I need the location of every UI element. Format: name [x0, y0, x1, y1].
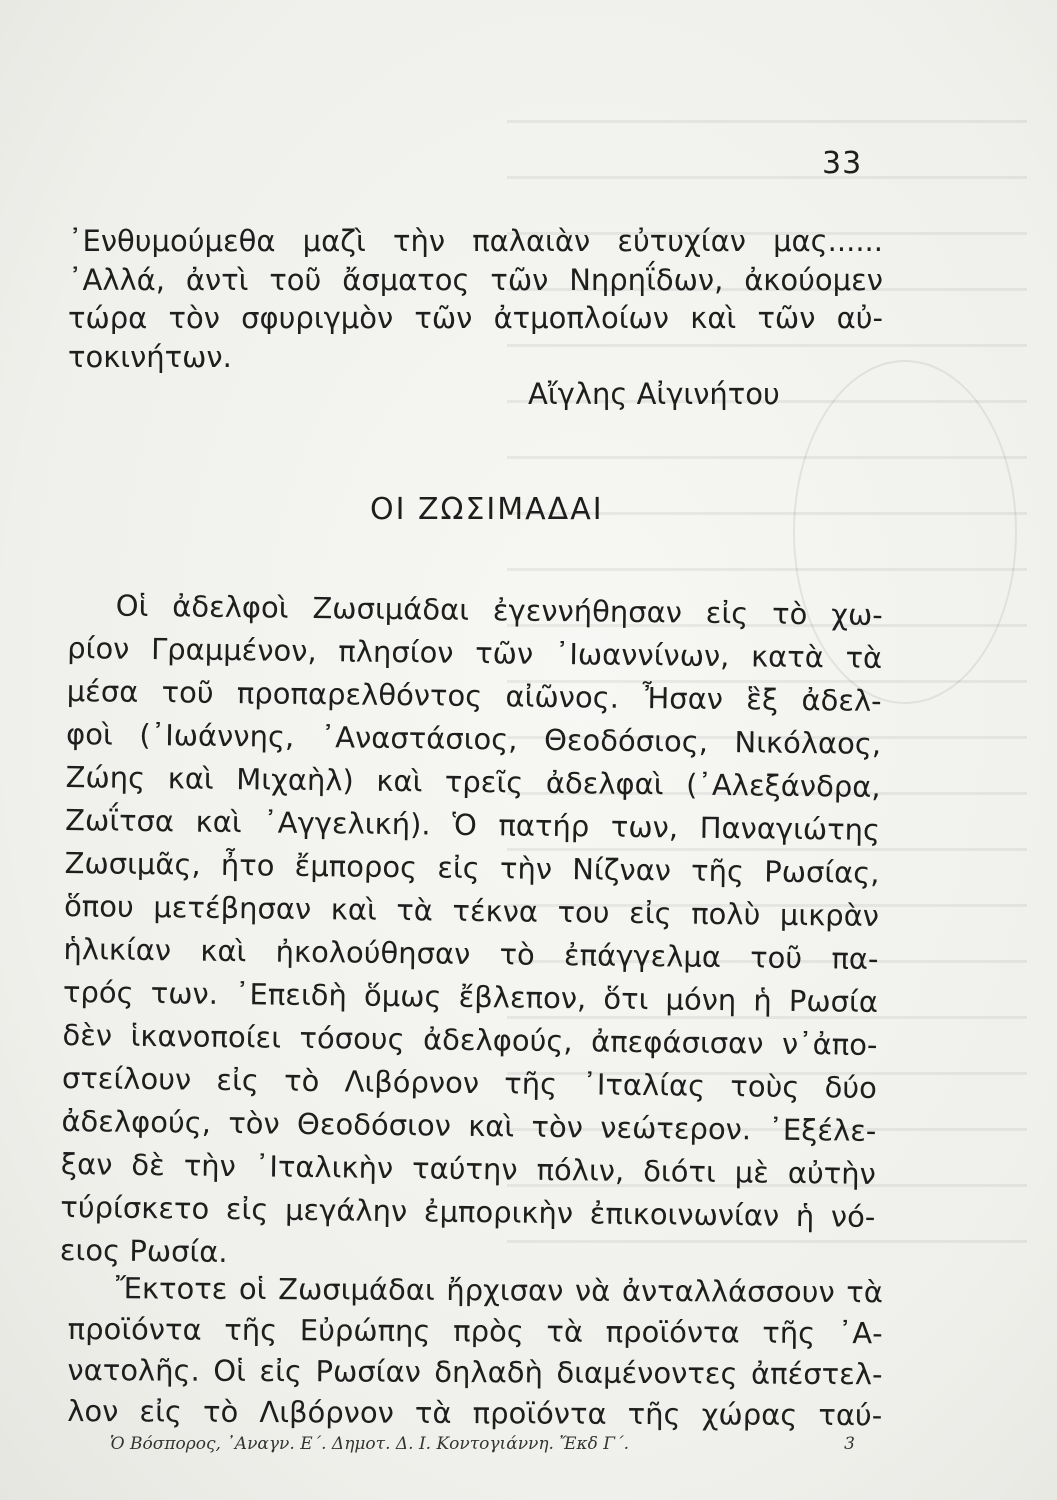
- text-line: Ζώης καὶ Μιχαὴλ) καὶ τρεῖς ἀδελφαὶ (᾿Αλεξάνδρα,: [65, 759, 881, 804]
- text-line: λον εἰς τὸ Λιβόρνον τὰ προϊόντα τῆς χώρας ταύ-: [67, 1393, 883, 1433]
- text-line: Ζωΐτσα καὶ ᾿Αγγελική). Ὁ πατήρ των, Παναγιώτης: [64, 802, 881, 847]
- section-heading: ΟΙ ΖΩΣΙΜΑΔΑΙ: [370, 492, 604, 527]
- text-line: προϊόντα τῆς Εὐρώπης πρὸς τὰ προϊόντα τῆς ᾿Α-: [67, 1311, 883, 1351]
- author-signature: Αἴγλης Αἰγινήτου: [528, 377, 780, 411]
- page-footer: [110, 1434, 855, 1454]
- text-line: ἡλικίαν καὶ ἠκολούθησαν τὸ ἐπάγγελμα τοῦ πα-: [63, 931, 879, 976]
- text-line: νατολῆς. Οἱ εἰς Ρωσίαν δηλαδὴ διαμένοντες ἀπέστελ-: [67, 1352, 883, 1392]
- text-line: ρίον Γραμμένον, πλησίον τῶν ᾿Ιωαννίνων, κατὰ τὰ: [67, 630, 883, 675]
- text-line: τύρίσκετο εἰς μεγάλην ἐμπορικὴν ἐπικοινωνίαν ἡ νό-: [60, 1189, 876, 1234]
- text-line: φοὶ (᾿Ιωάννης, ᾿Αναστάσιος, Θεοδόσιος, Νικόλαος,: [65, 716, 882, 761]
- text-line: ᾿Ενθυμούμεθα μαζὶ τὴν παλαιὰν εὐτυχίαν μας......: [68, 224, 883, 258]
- text-line: Ἔκτοτε οἱ Ζωσιμάδαι ἤρχισαν νὰ ἀνταλλάσσουν τὰ: [115, 1271, 883, 1310]
- text-line: τρός των. ᾿Επειδὴ ὅμως ἔβλεπον, ὅτι μόνη ἡ Ρωσία: [62, 974, 879, 1019]
- text-line: μέσα τοῦ προπαρελθόντος αἰῶνος. Ἦσαν ἓξ ἀδελ-: [66, 673, 882, 718]
- text-line: ξαν δὲ τὴν ᾿Ιταλικὴν ταύτην πόλιν, διότι μὲ αὐτὴν: [60, 1146, 877, 1191]
- page-number: 33: [822, 146, 863, 181]
- text-line: δὲν ἱκανοποίει τόσους ἀδελφούς, ἀπεφάσισαν ν᾿ἀπο-: [62, 1017, 878, 1062]
- paragraph-one: [60, 584, 883, 1282]
- text-line: Οἱ ἀδελφοὶ Ζωσιμάδαι ἐγεννήθησαν εἰς τὸ χω-: [115, 588, 883, 632]
- footer-sheet-number: 3: [844, 1434, 855, 1454]
- intro-paragraph: [68, 222, 883, 376]
- text-line: τοκινήτων.: [68, 339, 232, 374]
- text-line: ὅπου μετέβησαν καὶ τὰ τέκνα του εἰς πολὺ μικρὰν: [63, 888, 880, 933]
- text-line: ᾿Αλλά, ἀντὶ τοῦ ἄσματος τῶν Νηρηΐδων, ἀκούομεν: [68, 262, 883, 297]
- text-line: στείλουν εἰς τὸ Λιβόρνον τῆς ᾿Ιταλίας τοὺς δύο: [61, 1060, 878, 1105]
- footer-citation: Ὁ Βόσπορος, ᾿Αναγν. Ε΄. Δημοτ. Δ. Ι. Κοντογιάννη. Ἔκδ Γ΄.: [110, 1434, 629, 1454]
- paragraph-two: [67, 1268, 883, 1436]
- text-line: Ζωσιμᾶς, ἦτο ἔμπορος εἰς τὴν Νίζναν τῆς Ρωσίας,: [64, 845, 880, 890]
- text-line: ἀδελφούς, τὸν Θεοδόσιον καὶ τὸν νεώτερον. ᾿Εξέλε-: [61, 1103, 877, 1148]
- text-line: ειος Ρωσία.: [59, 1232, 228, 1269]
- text-line: τώρα τὸν σφυριγμὸν τῶν ἀτμοπλοίων καὶ τῶν αὐ-: [68, 301, 883, 335]
